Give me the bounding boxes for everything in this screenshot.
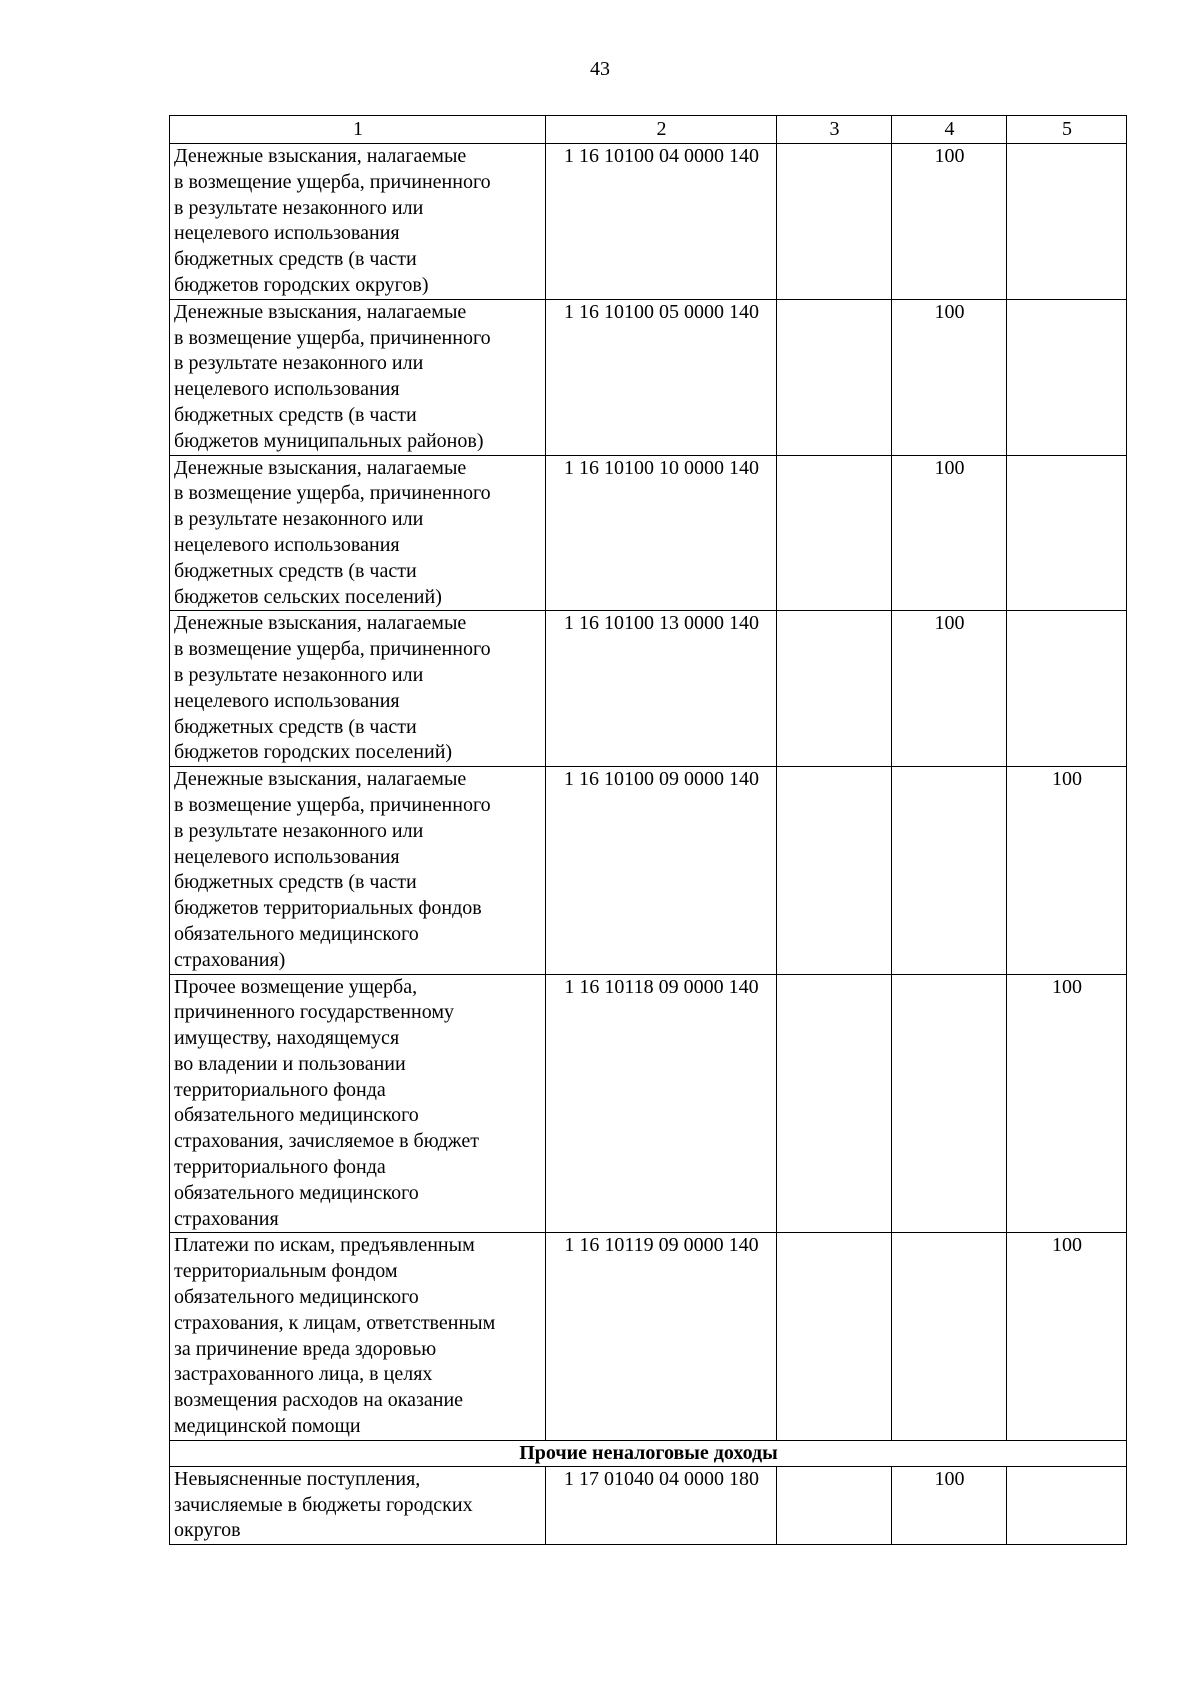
column-4-value — [892, 1233, 1007, 1440]
budget-classification-code: 1 16 10119 09 0000 140 — [546, 1233, 777, 1440]
revenue-name: Денежные взыскания, налагаемые в возмещение ущерба, причиненного в результате незаконного или нецелевого использования бюджетных средств (в части бюджетов городских округов) — [170, 144, 546, 300]
column-header-2: 2 — [546, 116, 777, 144]
column-3-value — [777, 974, 892, 1233]
budget-classification-code: 1 16 10118 09 0000 140 — [546, 974, 777, 1233]
column-header-1: 1 — [170, 116, 546, 144]
column-3-value — [777, 1233, 892, 1440]
column-5-value: 100 — [1007, 1233, 1127, 1440]
column-5-value — [1007, 1466, 1127, 1544]
table-row — [170, 767, 1127, 974]
column-4-value: 100 — [892, 299, 1007, 455]
column-4-value: 100 — [892, 611, 1007, 767]
table-row — [170, 611, 1127, 767]
column-4-value — [892, 767, 1007, 974]
column-header-4: 4 — [892, 116, 1007, 144]
section-header-row — [170, 1440, 1127, 1466]
revenue-name: Денежные взыскания, налагаемые в возмещение ущерба, причиненного в результате незаконного или нецелевого использования бюджетных средств (в части бюджетов территориальных фондов обязательного медицинского страхования) — [170, 767, 546, 974]
budget-classification-code: 1 16 10100 04 0000 140 — [546, 144, 777, 300]
column-4-value: 100 — [892, 144, 1007, 300]
table-row — [170, 144, 1127, 300]
budget-classification-code: 1 17 01040 04 0000 180 — [546, 1466, 777, 1544]
column-5-value — [1007, 455, 1127, 611]
revenue-name: Невыясненные поступления, зачисляемые в бюджеты городских округов — [170, 1466, 546, 1544]
revenue-name: Денежные взыскания, налагаемые в возмещение ущерба, причиненного в результате незаконного или нецелевого использования бюджетных средств (в части бюджетов сельских поселений) — [170, 455, 546, 611]
column-5-value: 100 — [1007, 974, 1127, 1233]
table-row — [170, 299, 1127, 455]
table-row — [170, 1233, 1127, 1440]
column-3-value — [777, 455, 892, 611]
column-3-value — [777, 1466, 892, 1544]
column-header-5: 5 — [1007, 116, 1127, 144]
column-4-value: 100 — [892, 455, 1007, 611]
budget-classification-code: 1 16 10100 09 0000 140 — [546, 767, 777, 974]
table-row — [170, 1466, 1127, 1544]
table-row — [170, 974, 1127, 1233]
budget-classification-code: 1 16 10100 05 0000 140 — [546, 299, 777, 455]
section-title: Прочие неналоговые доходы — [170, 1440, 1127, 1466]
column-3-value — [777, 611, 892, 767]
column-5-value: 100 — [1007, 767, 1127, 974]
table-row — [170, 455, 1127, 611]
column-3-value — [777, 144, 892, 300]
revenue-name: Денежные взыскания, налагаемые в возмещение ущерба, причиненного в результате незаконного или нецелевого использования бюджетных средств (в части бюджетов муниципальных районов) — [170, 299, 546, 455]
column-5-value — [1007, 299, 1127, 455]
page-number: 43 — [590, 58, 610, 80]
budget-classification-code: 1 16 10100 13 0000 140 — [546, 611, 777, 767]
column-4-value — [892, 974, 1007, 1233]
column-3-value — [777, 767, 892, 974]
column-header-3: 3 — [777, 116, 892, 144]
column-5-value — [1007, 611, 1127, 767]
revenue-name: Платежи по искам, предъявленным территориальным фондом обязательного медицинского страхования, к лицам, ответственным за причинение вреда здоровью застрахованного лица, в целях возмещения расходов на оказание медицинской помощи — [170, 1233, 546, 1440]
column-3-value — [777, 299, 892, 455]
budget-classification-code: 1 16 10100 10 0000 140 — [546, 455, 777, 611]
revenue-distribution-table — [169, 115, 1127, 1545]
revenue-name: Прочее возмещение ущерба, причиненного государственному имуществу, находящемуся во владении и пользовании территориального фонда обязательного медицинского страхования, зачисляемое в бюджет территориального фонда обязательного медицинского страхования — [170, 974, 546, 1233]
column-5-value — [1007, 144, 1127, 300]
revenue-name: Денежные взыскания, налагаемые в возмещение ущерба, причиненного в результате незаконного или нецелевого использования бюджетных средств (в части бюджетов городских поселений) — [170, 611, 546, 767]
column-4-value: 100 — [892, 1466, 1007, 1544]
column-number-row — [170, 116, 1127, 144]
